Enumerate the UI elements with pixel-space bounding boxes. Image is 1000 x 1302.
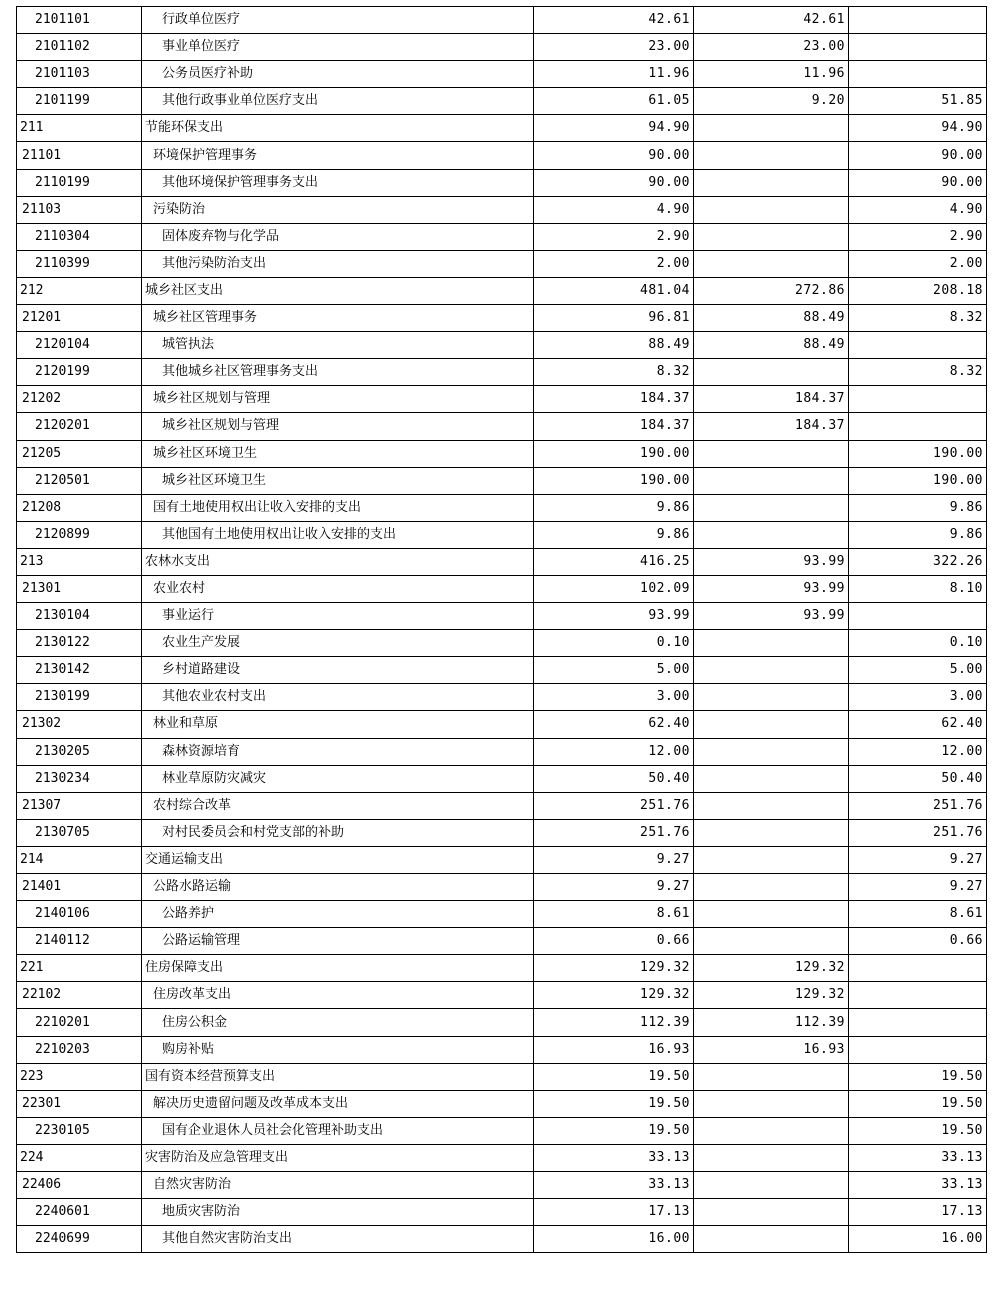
total-amount-cell: 94.90 <box>534 115 694 142</box>
basic-expenditure-cell <box>694 1199 849 1226</box>
total-amount-cell: 11.96 <box>534 61 694 88</box>
total-amount-cell: 16.00 <box>534 1226 694 1253</box>
table-row <box>17 277 987 304</box>
subject-name-cell: 住房保障支出 <box>142 955 534 982</box>
total-amount-cell: 62.40 <box>534 711 694 738</box>
total-amount-cell: 3.00 <box>534 684 694 711</box>
basic-expenditure-cell <box>694 1226 849 1253</box>
subject-name-cell: 农村综合改革 <box>142 792 534 819</box>
subject-code-cell: 2110399 <box>17 250 142 277</box>
basic-expenditure-cell <box>694 440 849 467</box>
subject-code-cell: 22301 <box>17 1090 142 1117</box>
basic-expenditure-cell <box>694 846 849 873</box>
subject-name-cell: 城乡社区规划与管理 <box>142 386 534 413</box>
subject-code-cell: 2130705 <box>17 819 142 846</box>
project-expenditure-cell: 33.13 <box>849 1172 987 1199</box>
total-amount-cell: 190.00 <box>534 467 694 494</box>
table-row <box>17 440 987 467</box>
subject-name-cell: 其他自然灾害防治支出 <box>142 1226 534 1253</box>
subject-name-cell: 公路运输管理 <box>142 928 534 955</box>
project-expenditure-cell: 62.40 <box>849 711 987 738</box>
total-amount-cell: 8.61 <box>534 901 694 928</box>
table-row <box>17 34 987 61</box>
basic-expenditure-cell: 112.39 <box>694 1009 849 1036</box>
subject-name-cell: 公路水路运输 <box>142 874 534 901</box>
total-amount-cell: 12.00 <box>534 738 694 765</box>
subject-name-cell: 林业和草原 <box>142 711 534 738</box>
subject-code-cell: 21208 <box>17 494 142 521</box>
subject-code-cell: 21301 <box>17 575 142 602</box>
project-expenditure-cell <box>849 603 987 630</box>
total-amount-cell: 90.00 <box>534 142 694 169</box>
project-expenditure-cell: 50.40 <box>849 765 987 792</box>
total-amount-cell: 9.86 <box>534 521 694 548</box>
basic-expenditure-cell: 16.93 <box>694 1036 849 1063</box>
project-expenditure-cell: 33.13 <box>849 1144 987 1171</box>
basic-expenditure-cell <box>694 657 849 684</box>
total-amount-cell: 481.04 <box>534 277 694 304</box>
table-row <box>17 765 987 792</box>
subject-code-cell: 221 <box>17 955 142 982</box>
subject-code-cell: 214 <box>17 846 142 873</box>
project-expenditure-cell: 0.66 <box>849 928 987 955</box>
project-expenditure-cell: 190.00 <box>849 467 987 494</box>
project-expenditure-cell: 2.00 <box>849 250 987 277</box>
subject-code-cell: 21202 <box>17 386 142 413</box>
subject-name-cell: 污染防治 <box>142 196 534 223</box>
subject-code-cell: 21307 <box>17 792 142 819</box>
table-row <box>17 1199 987 1226</box>
project-expenditure-cell: 9.86 <box>849 521 987 548</box>
total-amount-cell: 184.37 <box>534 386 694 413</box>
basic-expenditure-cell <box>694 792 849 819</box>
table-row <box>17 305 987 332</box>
table-row <box>17 603 987 630</box>
table-row <box>17 819 987 846</box>
subject-code-cell: 21103 <box>17 196 142 223</box>
project-expenditure-cell <box>849 1036 987 1063</box>
table-row <box>17 467 987 494</box>
total-amount-cell: 90.00 <box>534 169 694 196</box>
total-amount-cell: 102.09 <box>534 575 694 602</box>
subject-code-cell: 2210203 <box>17 1036 142 1063</box>
subject-code-cell: 2120201 <box>17 413 142 440</box>
project-expenditure-cell: 208.18 <box>849 277 987 304</box>
basic-expenditure-cell <box>694 494 849 521</box>
subject-code-cell: 2130205 <box>17 738 142 765</box>
subject-name-cell: 城乡社区环境卫生 <box>142 440 534 467</box>
total-amount-cell: 129.32 <box>534 955 694 982</box>
table-row <box>17 1117 987 1144</box>
total-amount-cell: 2.90 <box>534 223 694 250</box>
project-expenditure-cell: 8.10 <box>849 575 987 602</box>
subject-name-cell: 国有资本经营预算支出 <box>142 1063 534 1090</box>
subject-code-cell: 2120104 <box>17 332 142 359</box>
project-expenditure-cell <box>849 61 987 88</box>
subject-code-cell: 2101199 <box>17 88 142 115</box>
basic-expenditure-cell <box>694 684 849 711</box>
project-expenditure-cell <box>849 386 987 413</box>
total-amount-cell: 0.66 <box>534 928 694 955</box>
table-row <box>17 142 987 169</box>
table-row <box>17 901 987 928</box>
subject-name-cell: 事业单位医疗 <box>142 34 534 61</box>
subject-code-cell: 2130104 <box>17 603 142 630</box>
basic-expenditure-cell <box>694 928 849 955</box>
project-expenditure-cell: 19.50 <box>849 1090 987 1117</box>
table-row <box>17 684 987 711</box>
subject-name-cell: 其他环境保护管理事务支出 <box>142 169 534 196</box>
total-amount-cell: 129.32 <box>534 982 694 1009</box>
subject-code-cell: 21101 <box>17 142 142 169</box>
subject-name-cell: 公路养护 <box>142 901 534 928</box>
subject-name-cell: 环境保护管理事务 <box>142 142 534 169</box>
project-expenditure-cell <box>849 1009 987 1036</box>
project-expenditure-cell: 2.90 <box>849 223 987 250</box>
subject-name-cell: 城乡社区支出 <box>142 277 534 304</box>
project-expenditure-cell: 322.26 <box>849 548 987 575</box>
basic-expenditure-cell <box>694 1117 849 1144</box>
table-row <box>17 494 987 521</box>
basic-expenditure-cell <box>694 223 849 250</box>
subject-name-cell: 其他农业农村支出 <box>142 684 534 711</box>
project-expenditure-cell <box>849 34 987 61</box>
project-expenditure-cell: 19.50 <box>849 1063 987 1090</box>
basic-expenditure-cell <box>694 169 849 196</box>
table-row <box>17 223 987 250</box>
subject-code-cell: 2120199 <box>17 359 142 386</box>
table-row <box>17 250 987 277</box>
basic-expenditure-cell <box>694 467 849 494</box>
subject-name-cell: 国有土地使用权出让收入安排的支出 <box>142 494 534 521</box>
subject-code-cell: 2240699 <box>17 1226 142 1253</box>
total-amount-cell: 16.93 <box>534 1036 694 1063</box>
basic-expenditure-cell <box>694 738 849 765</box>
subject-name-cell: 对村民委员会和村党支部的补助 <box>142 819 534 846</box>
total-amount-cell: 112.39 <box>534 1009 694 1036</box>
table-row <box>17 1063 987 1090</box>
basic-expenditure-cell: 129.32 <box>694 955 849 982</box>
project-expenditure-cell <box>849 982 987 1009</box>
project-expenditure-cell: 51.85 <box>849 88 987 115</box>
subject-code-cell: 224 <box>17 1144 142 1171</box>
subject-name-cell: 城乡社区管理事务 <box>142 305 534 332</box>
total-amount-cell: 251.76 <box>534 819 694 846</box>
total-amount-cell: 33.13 <box>534 1172 694 1199</box>
project-expenditure-cell: 251.76 <box>849 792 987 819</box>
subject-name-cell: 事业运行 <box>142 603 534 630</box>
subject-code-cell: 21205 <box>17 440 142 467</box>
basic-expenditure-cell: 184.37 <box>694 413 849 440</box>
subject-name-cell: 解决历史遗留问题及改革成本支出 <box>142 1090 534 1117</box>
table-row <box>17 548 987 575</box>
total-amount-cell: 42.61 <box>534 7 694 34</box>
subject-code-cell: 22406 <box>17 1172 142 1199</box>
table-row <box>17 792 987 819</box>
subject-name-cell: 住房公积金 <box>142 1009 534 1036</box>
subject-name-cell: 城乡社区环境卫生 <box>142 467 534 494</box>
table-row <box>17 874 987 901</box>
table-row <box>17 7 987 34</box>
table-row <box>17 955 987 982</box>
subject-name-cell: 其他行政事业单位医疗支出 <box>142 88 534 115</box>
subject-code-cell: 2230105 <box>17 1117 142 1144</box>
subject-code-cell: 2130142 <box>17 657 142 684</box>
basic-expenditure-cell <box>694 1090 849 1117</box>
basic-expenditure-cell <box>694 901 849 928</box>
total-amount-cell: 4.90 <box>534 196 694 223</box>
subject-name-cell: 城乡社区规划与管理 <box>142 413 534 440</box>
table-row <box>17 386 987 413</box>
subject-name-cell: 交通运输支出 <box>142 846 534 873</box>
total-amount-cell: 416.25 <box>534 548 694 575</box>
basic-expenditure-cell <box>694 196 849 223</box>
subject-code-cell: 223 <box>17 1063 142 1090</box>
table-row <box>17 169 987 196</box>
basic-expenditure-cell <box>694 874 849 901</box>
subject-name-cell: 农业生产发展 <box>142 630 534 657</box>
table-row <box>17 846 987 873</box>
subject-name-cell: 农林水支出 <box>142 548 534 575</box>
project-expenditure-cell: 251.76 <box>849 819 987 846</box>
subject-name-cell: 乡村道路建设 <box>142 657 534 684</box>
total-amount-cell: 0.10 <box>534 630 694 657</box>
subject-code-cell: 2210201 <box>17 1009 142 1036</box>
basic-expenditure-cell <box>694 359 849 386</box>
table-row <box>17 1036 987 1063</box>
total-amount-cell: 19.50 <box>534 1117 694 1144</box>
subject-code-cell: 2240601 <box>17 1199 142 1226</box>
basic-expenditure-cell: 184.37 <box>694 386 849 413</box>
total-amount-cell: 96.81 <box>534 305 694 332</box>
basic-expenditure-cell: 9.20 <box>694 88 849 115</box>
basic-expenditure-cell <box>694 115 849 142</box>
subject-name-cell: 农业农村 <box>142 575 534 602</box>
basic-expenditure-cell: 42.61 <box>694 7 849 34</box>
subject-code-cell: 22102 <box>17 982 142 1009</box>
total-amount-cell: 17.13 <box>534 1199 694 1226</box>
project-expenditure-cell: 16.00 <box>849 1226 987 1253</box>
table-body <box>17 7 987 1253</box>
project-expenditure-cell: 8.32 <box>849 359 987 386</box>
table-row <box>17 359 987 386</box>
table-row <box>17 521 987 548</box>
subject-name-cell: 国有企业退休人员社会化管理补助支出 <box>142 1117 534 1144</box>
subject-name-cell: 地质灾害防治 <box>142 1199 534 1226</box>
basic-expenditure-cell: 93.99 <box>694 603 849 630</box>
table-row <box>17 1144 987 1171</box>
subject-name-cell: 其他污染防治支出 <box>142 250 534 277</box>
basic-expenditure-cell: 88.49 <box>694 332 849 359</box>
project-expenditure-cell: 9.27 <box>849 874 987 901</box>
table-row <box>17 630 987 657</box>
subject-code-cell: 21401 <box>17 874 142 901</box>
subject-code-cell: 2101102 <box>17 34 142 61</box>
table-row <box>17 1226 987 1253</box>
subject-code-cell: 21201 <box>17 305 142 332</box>
table-row <box>17 88 987 115</box>
table-row <box>17 332 987 359</box>
total-amount-cell: 93.99 <box>534 603 694 630</box>
subject-name-cell: 购房补贴 <box>142 1036 534 1063</box>
basic-expenditure-cell <box>694 1144 849 1171</box>
subject-code-cell: 2110304 <box>17 223 142 250</box>
basic-expenditure-cell <box>694 1063 849 1090</box>
table-row <box>17 61 987 88</box>
subject-name-cell: 住房改革支出 <box>142 982 534 1009</box>
total-amount-cell: 19.50 <box>534 1063 694 1090</box>
subject-name-cell: 其他国有土地使用权出让收入安排的支出 <box>142 521 534 548</box>
subject-code-cell: 21302 <box>17 711 142 738</box>
total-amount-cell: 19.50 <box>534 1090 694 1117</box>
subject-code-cell: 212 <box>17 277 142 304</box>
subject-code-cell: 2110199 <box>17 169 142 196</box>
subject-code-cell: 2120899 <box>17 521 142 548</box>
table-row <box>17 196 987 223</box>
subject-code-cell: 2140106 <box>17 901 142 928</box>
project-expenditure-cell <box>849 7 987 34</box>
total-amount-cell: 8.32 <box>534 359 694 386</box>
subject-name-cell: 节能环保支出 <box>142 115 534 142</box>
basic-expenditure-cell <box>694 711 849 738</box>
basic-expenditure-cell: 129.32 <box>694 982 849 1009</box>
subject-name-cell: 公务员医疗补助 <box>142 61 534 88</box>
table-row <box>17 115 987 142</box>
table-row <box>17 982 987 1009</box>
project-expenditure-cell: 90.00 <box>849 169 987 196</box>
project-expenditure-cell: 9.86 <box>849 494 987 521</box>
basic-expenditure-cell: 23.00 <box>694 34 849 61</box>
project-expenditure-cell: 4.90 <box>849 196 987 223</box>
subject-code-cell: 2130199 <box>17 684 142 711</box>
subject-name-cell: 行政单位医疗 <box>142 7 534 34</box>
basic-expenditure-cell <box>694 142 849 169</box>
subject-name-cell: 森林资源培育 <box>142 738 534 765</box>
project-expenditure-cell: 94.90 <box>849 115 987 142</box>
basic-expenditure-cell: 88.49 <box>694 305 849 332</box>
project-expenditure-cell: 19.50 <box>849 1117 987 1144</box>
total-amount-cell: 33.13 <box>534 1144 694 1171</box>
table-row <box>17 711 987 738</box>
total-amount-cell: 5.00 <box>534 657 694 684</box>
table-row <box>17 928 987 955</box>
table-row <box>17 1090 987 1117</box>
subject-code-cell: 211 <box>17 115 142 142</box>
total-amount-cell: 23.00 <box>534 34 694 61</box>
total-amount-cell: 61.05 <box>534 88 694 115</box>
total-amount-cell: 2.00 <box>534 250 694 277</box>
table-row <box>17 1172 987 1199</box>
basic-expenditure-cell <box>694 819 849 846</box>
project-expenditure-cell: 12.00 <box>849 738 987 765</box>
subject-name-cell: 林业草原防灾减灾 <box>142 765 534 792</box>
basic-expenditure-cell <box>694 521 849 548</box>
project-expenditure-cell: 90.00 <box>849 142 987 169</box>
project-expenditure-cell <box>849 413 987 440</box>
subject-code-cell: 2130234 <box>17 765 142 792</box>
table-row <box>17 1009 987 1036</box>
basic-expenditure-cell: 11.96 <box>694 61 849 88</box>
subject-code-cell: 2101101 <box>17 7 142 34</box>
total-amount-cell: 9.86 <box>534 494 694 521</box>
total-amount-cell: 184.37 <box>534 413 694 440</box>
subject-code-cell: 2101103 <box>17 61 142 88</box>
subject-code-cell: 213 <box>17 548 142 575</box>
subject-name-cell: 城管执法 <box>142 332 534 359</box>
subject-code-cell: 2130122 <box>17 630 142 657</box>
basic-expenditure-cell: 93.99 <box>694 548 849 575</box>
table-row <box>17 738 987 765</box>
project-expenditure-cell: 5.00 <box>849 657 987 684</box>
total-amount-cell: 50.40 <box>534 765 694 792</box>
basic-expenditure-cell <box>694 1172 849 1199</box>
basic-expenditure-cell: 93.99 <box>694 575 849 602</box>
total-amount-cell: 9.27 <box>534 874 694 901</box>
basic-expenditure-cell <box>694 250 849 277</box>
basic-expenditure-cell: 272.86 <box>694 277 849 304</box>
table-row <box>17 575 987 602</box>
project-expenditure-cell: 9.27 <box>849 846 987 873</box>
subject-name-cell: 自然灾害防治 <box>142 1172 534 1199</box>
subject-name-cell: 其他城乡社区管理事务支出 <box>142 359 534 386</box>
subject-name-cell: 灾害防治及应急管理支出 <box>142 1144 534 1171</box>
project-expenditure-cell: 3.00 <box>849 684 987 711</box>
total-amount-cell: 251.76 <box>534 792 694 819</box>
project-expenditure-cell: 8.61 <box>849 901 987 928</box>
subject-name-cell: 固体废弃物与化学品 <box>142 223 534 250</box>
project-expenditure-cell <box>849 955 987 982</box>
table-row <box>17 413 987 440</box>
project-expenditure-cell: 0.10 <box>849 630 987 657</box>
basic-expenditure-cell <box>694 630 849 657</box>
subject-code-cell: 2140112 <box>17 928 142 955</box>
basic-expenditure-cell <box>694 765 849 792</box>
project-expenditure-cell: 8.32 <box>849 305 987 332</box>
project-expenditure-cell: 17.13 <box>849 1199 987 1226</box>
subject-code-cell: 2120501 <box>17 467 142 494</box>
budget-expenditure-table <box>16 6 987 1253</box>
total-amount-cell: 88.49 <box>534 332 694 359</box>
total-amount-cell: 190.00 <box>534 440 694 467</box>
total-amount-cell: 9.27 <box>534 846 694 873</box>
project-expenditure-cell <box>849 332 987 359</box>
table-row <box>17 657 987 684</box>
project-expenditure-cell: 190.00 <box>849 440 987 467</box>
